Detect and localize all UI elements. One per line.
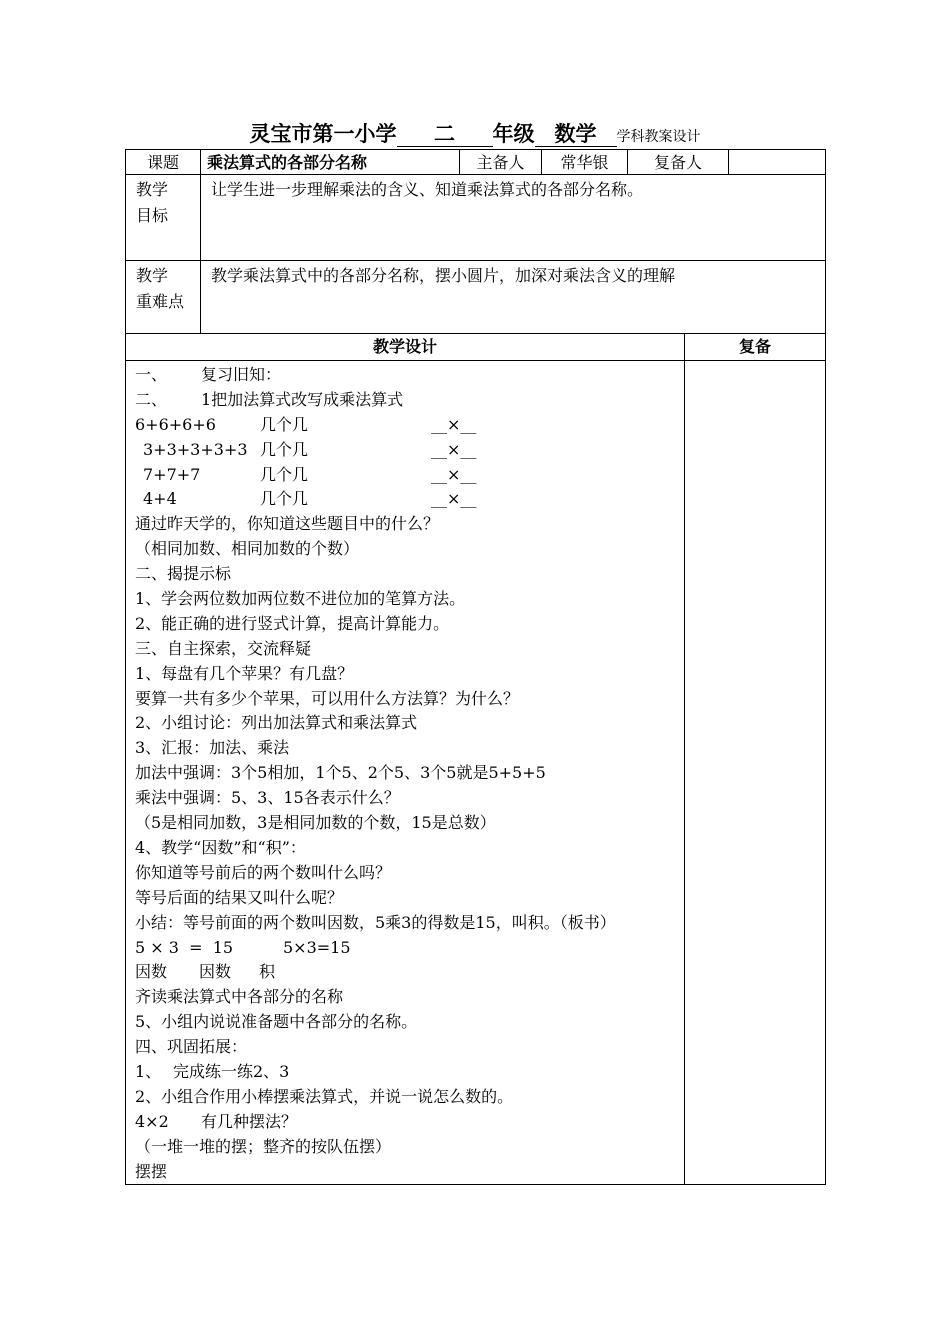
- content-line: 1、 完成练一练2、3: [135, 1061, 290, 1081]
- focus-row: [126, 261, 826, 334]
- content-row: [126, 361, 826, 1185]
- focus-text: 教学乘法算式中的各部分名称，摆小圆片，加深对乘法含义的理解: [201, 261, 826, 334]
- page-title: [0, 118, 950, 148]
- topic-value: 乘法算式的各部分名称: [201, 150, 460, 175]
- section-header-row: [126, 334, 826, 361]
- lead-label: 主备人: [460, 150, 542, 175]
- goals-row: [126, 175, 826, 261]
- topic-label: 课题: [126, 150, 201, 175]
- content-line: 等号后面的结果又叫什么呢？: [135, 887, 344, 907]
- goals-label-line-1: 教学: [136, 180, 169, 199]
- exercise-line: 4+4 几个几 __×__: [143, 489, 477, 509]
- content-line: 小结：等号前面的两个数叫因数，5乘3的得数是15，叫积。（板书）: [135, 912, 616, 932]
- co-name: [729, 150, 826, 175]
- content-line: 乘法中强调：5、3、15各表示什么？: [135, 788, 400, 808]
- content-line: 2、小组合作用小棒摆乘法算式，并说一说怎么数的。: [135, 1086, 514, 1106]
- equation-line: 5 × 3 = 15 5×3=15: [135, 937, 351, 957]
- exercise-line: 6+6+6+6 几个几 __×__: [135, 414, 477, 434]
- content-line: （相同加数、相同加数的个数）: [135, 539, 360, 559]
- goals-label: [126, 175, 201, 261]
- content-line: 4×2 有几种摆法？: [135, 1111, 298, 1131]
- focus-label-line-2: 重难点: [136, 292, 185, 311]
- grade-suffix: 年级: [492, 122, 535, 146]
- content-line: 三、自主探索，交流释疑: [135, 638, 312, 658]
- exercise-line: 7+7+7 几个几 __×__: [143, 464, 477, 484]
- content-line: 通过昨天学的，你知道这些题目中的什么？: [135, 514, 440, 534]
- goals-label-line-2: 目标: [136, 206, 169, 225]
- content-line: 加法中强调：3个5相加，1个5、2个5、3个5就是5+5+5: [135, 763, 546, 783]
- review-header: 复备: [685, 334, 826, 361]
- content-line: 摆摆: [135, 1161, 168, 1181]
- content-line: 一、 复习旧知：: [135, 365, 282, 384]
- content-line: 二、 1把加法算式改写成乘法算式: [135, 389, 404, 409]
- co-label: 复备人: [628, 150, 729, 175]
- content-line: 四、巩固拓展：: [135, 1037, 248, 1057]
- exercise-line: 3+3+3+3+3 几个几 __×__: [143, 439, 477, 459]
- grade-value: 二: [397, 122, 493, 147]
- title-suffix: 学科教案设计: [616, 129, 701, 145]
- content-line: 4、教学“因数”和“积”：: [135, 837, 306, 857]
- content-line: （一堆一堆的摆；整齐的按队伍摆）: [135, 1136, 392, 1156]
- content-line: 5、小组内说说准备题中各部分的名称。: [135, 1012, 418, 1032]
- review-content: [685, 361, 826, 1185]
- subject-value: 数学: [535, 122, 617, 147]
- content-line: 2、小组讨论：列出加法算式和乘法算式: [135, 713, 418, 733]
- content-line: （5是相同加数，3是相同加数的个数，15是总数）: [135, 813, 496, 833]
- design-header: 教学设计: [126, 334, 685, 361]
- content-line: 1、每盘有几个苹果？有几盘？: [135, 663, 354, 683]
- factor-labels-line: 因数 因数 积: [135, 962, 276, 982]
- content-line: 要算一共有多少个苹果，可以用什么方法算？为什么？: [135, 688, 520, 708]
- school-name: 灵宝市第一小学: [249, 122, 397, 146]
- lesson-plan-table: [125, 149, 826, 1185]
- lead-name: 常华银: [542, 150, 628, 175]
- content-line: 齐读乘法算式中各部分的名称: [135, 987, 344, 1007]
- content-line: 你知道等号前后的两个数叫什么吗？: [135, 862, 392, 882]
- content-line: 3、汇报：加法、乘法: [135, 738, 290, 758]
- goals-text: 让学生进一步理解乘法的含义、知道乘法算式的各部分名称。: [201, 175, 826, 261]
- content-line: 二、揭提示标: [135, 564, 232, 584]
- header-row: [126, 150, 826, 175]
- content-line: 2、能正确的进行竖式计算，提高计算能力。: [135, 613, 450, 633]
- focus-label: [126, 261, 201, 334]
- focus-label-line-1: 教学: [136, 266, 169, 285]
- content-line: 1、学会两位数加两位数不进位加的笔算方法。: [135, 589, 466, 609]
- design-content: [126, 361, 685, 1185]
